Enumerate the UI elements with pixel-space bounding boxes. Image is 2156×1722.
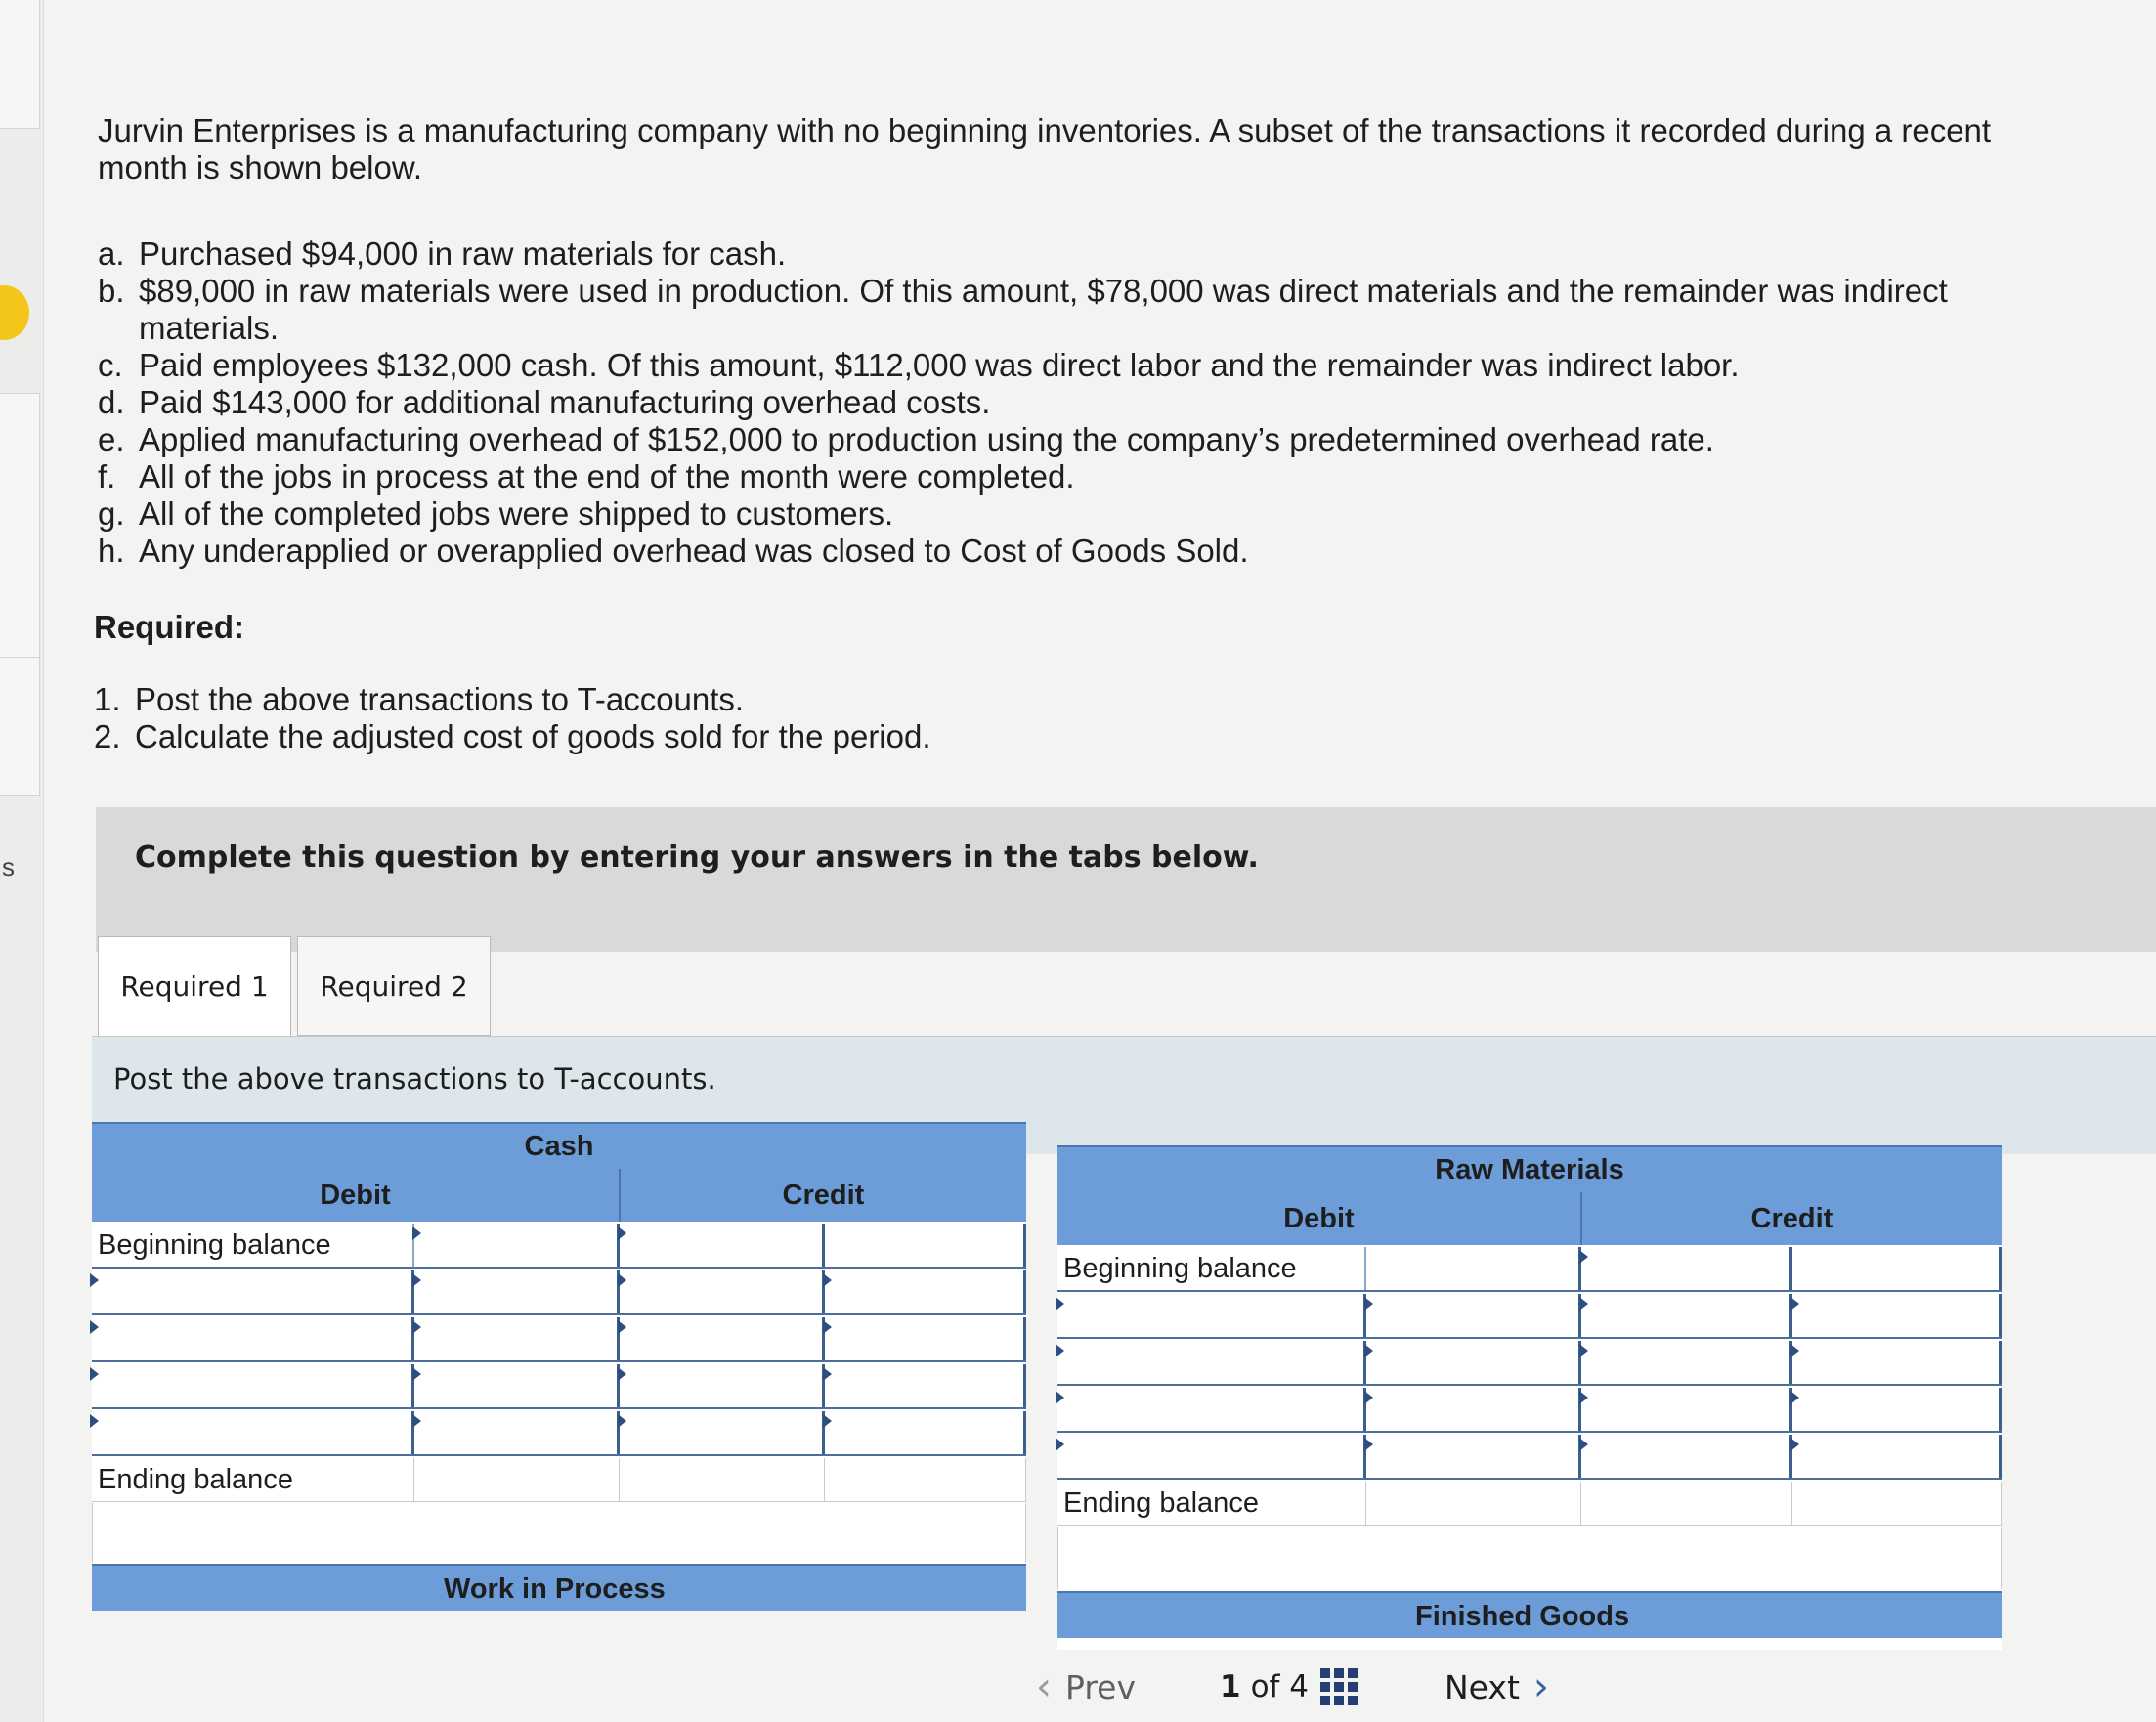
rm-ending-spacer [1792, 1482, 2002, 1525]
rm-credit-label-input[interactable] [1581, 1388, 1792, 1431]
credit-header: Credit [1750, 1202, 1833, 1234]
table-row [92, 1224, 1026, 1269]
cash-debit-input[interactable] [414, 1364, 620, 1407]
cash-debit-input[interactable] [414, 1224, 620, 1267]
item-text: $89,000 in raw materials were used in production. Of this amount, $78,000 was direct materials and the remainder was indirect materials. [139, 273, 1948, 346]
rm-debit-input[interactable] [1366, 1435, 1581, 1478]
banner-text: Complete this question by entering your answers in the tabs below. [135, 840, 1259, 875]
cell-marker-icon [618, 1367, 626, 1381]
cell-marker-icon [1579, 1391, 1588, 1404]
item-text: Calculate the adjusted cost of goods sold for the period. [135, 718, 931, 754]
cell-marker-icon [1056, 1438, 1064, 1451]
rm-credit-input[interactable] [1792, 1247, 2002, 1290]
item-text: Post the above transactions to T-accounts. [135, 681, 745, 717]
left-rail-box[interactable] [0, 0, 40, 129]
cell-marker-icon [90, 1320, 99, 1334]
cell-marker-icon [90, 1273, 99, 1287]
list-item [98, 273, 2107, 347]
beginning-balance-label: Beginning balance [92, 1224, 414, 1267]
item-letter: f. [98, 458, 116, 495]
item-letter: c. [98, 347, 123, 383]
rm-credit-input[interactable] [1792, 1294, 2002, 1337]
credit-header: Credit [782, 1179, 865, 1211]
item-text: Purchased $94,000 in raw materials for cash. [139, 236, 787, 272]
cell-marker-icon [1364, 1391, 1373, 1404]
cell-marker-icon [1579, 1438, 1588, 1451]
table-row [92, 1411, 1026, 1456]
cell-marker-icon [412, 1273, 421, 1287]
list-item [98, 533, 2107, 570]
list-item [94, 718, 2107, 755]
cash-credit-input[interactable] [825, 1317, 1026, 1360]
cell-marker-icon [1579, 1250, 1588, 1264]
rm-credit-label-input[interactable] [1581, 1294, 1792, 1337]
cell-marker-icon [1056, 1344, 1064, 1357]
cell-marker-icon [1056, 1391, 1064, 1404]
cash-blank-row [92, 1503, 1026, 1562]
rm-debit-label-input[interactable] [1057, 1294, 1366, 1337]
table-row [1057, 1435, 2002, 1480]
rm-debit-label-input[interactable] [1057, 1341, 1366, 1384]
answer-tabs [98, 936, 496, 1036]
left-rail-box[interactable] [0, 657, 40, 796]
pagination [1036, 1652, 1549, 1722]
rm-credit-input[interactable] [1792, 1388, 2002, 1431]
ending-balance-label: Ending balance [92, 1458, 414, 1501]
instructions-banner [96, 807, 2156, 952]
cash-t-account [92, 1122, 1026, 1611]
cell-marker-icon [1579, 1297, 1588, 1311]
cell-marker-icon [618, 1273, 626, 1287]
cell-marker-icon [412, 1227, 421, 1240]
list-item [98, 421, 2107, 458]
ending-balance-label: Ending balance [1057, 1482, 1366, 1525]
cash-ending-spacer [825, 1458, 1026, 1501]
item-letter: g. [98, 495, 125, 532]
item-text: Applied manufacturing overhead of $152,000 to production using the company’s predetermined overhead rate. [139, 421, 1714, 457]
cell-marker-icon [90, 1367, 99, 1381]
cash-credit-input[interactable] [825, 1224, 1026, 1267]
debit-header: Debit [92, 1169, 621, 1222]
cell-marker-icon [823, 1367, 832, 1381]
next-button[interactable] [1445, 1664, 1549, 1709]
table-row [92, 1317, 1026, 1362]
item-text: Paid $143,000 for additional manufacturing overhead costs. [139, 384, 991, 420]
work-in-process-title: Work in Process [92, 1564, 1026, 1611]
rm-debit-input[interactable] [1366, 1247, 1581, 1290]
cash-credit-label-input[interactable] [620, 1411, 825, 1454]
cell-marker-icon [90, 1414, 99, 1428]
item-text: All of the jobs in process at the end of the month were completed. [139, 458, 1075, 495]
cell-marker-icon [823, 1273, 832, 1287]
item-letter: b. [98, 273, 125, 309]
cash-credit-input[interactable] [825, 1411, 1026, 1454]
list-item [98, 347, 2107, 384]
cash-credit-input[interactable] [825, 1270, 1026, 1313]
cell-marker-icon [1364, 1438, 1373, 1451]
item-number: 2. [94, 718, 121, 754]
list-item [94, 681, 2107, 718]
required-heading: Required: [94, 609, 245, 645]
rm-ending-debit [1366, 1482, 1581, 1525]
table-row [92, 1458, 1026, 1502]
table-row [92, 1364, 1026, 1409]
list-item [98, 236, 2107, 273]
cash-debit-label-input[interactable] [92, 1317, 414, 1360]
raw-materials-t-account [1057, 1145, 2002, 1650]
table-row [1057, 1294, 2002, 1339]
beginning-balance-label: Beginning balance [1057, 1247, 1366, 1290]
finished-goods-title: Finished Goods [1057, 1591, 2002, 1638]
rm-credit-label-input[interactable] [1581, 1247, 1792, 1290]
cell-marker-icon [1790, 1438, 1799, 1451]
raw-materials-column-header [1057, 1192, 2002, 1245]
table-row [1057, 1482, 2002, 1526]
cash-ending-credit [620, 1458, 825, 1501]
cell-marker-icon [1056, 1297, 1064, 1311]
prev-button[interactable] [1036, 1656, 1202, 1718]
cash-credit-label-input[interactable] [620, 1224, 825, 1267]
rm-debit-input[interactable] [1366, 1341, 1581, 1384]
item-text: Paid employees $132,000 cash. Of this amount, $112,000 was direct labor and the remainder was indirect labor. [139, 347, 1740, 383]
cell-marker-icon [618, 1320, 626, 1334]
raw-materials-title: Raw Materials [1057, 1145, 2002, 1194]
intro-paragraph: Jurvin Enterprises is a manufacturing company with no beginning inventories. A subset of the transactions it recorded during a recent month is shown below. [98, 112, 1992, 186]
cell-marker-icon [1790, 1344, 1799, 1357]
rm-credit-input[interactable] [1792, 1341, 2002, 1384]
cash-credit-label-input[interactable] [620, 1270, 825, 1313]
chevron-right-icon: › [1532, 1664, 1549, 1709]
chevron-left-icon: ‹ [1036, 1664, 1052, 1709]
table-row [1057, 1341, 2002, 1386]
cash-debit-label-input[interactable] [92, 1364, 414, 1407]
question-content [94, 112, 2107, 755]
cell-marker-icon [1364, 1344, 1373, 1357]
tab-required-1[interactable]: Required 1 [98, 936, 291, 1037]
rm-blank-row [1057, 1527, 2002, 1589]
cash-debit-input[interactable] [414, 1411, 620, 1454]
rm-credit-label-input[interactable] [1581, 1341, 1792, 1384]
grid-icon[interactable] [1320, 1668, 1358, 1705]
cell-marker-icon [618, 1414, 626, 1428]
cell-marker-icon [618, 1227, 626, 1240]
requirement-list [94, 681, 2107, 755]
left-rail-box[interactable] [0, 393, 40, 659]
item-text: Any underapplied or overapplied overhead was closed to Cost of Goods Sold. [139, 533, 1249, 569]
list-item [98, 495, 2107, 533]
rm-debit-input[interactable] [1366, 1388, 1581, 1431]
cell-marker-icon [823, 1414, 832, 1428]
item-letter: d. [98, 384, 125, 420]
table-row [1057, 1388, 2002, 1433]
next-label: Next [1445, 1667, 1520, 1706]
item-letter: a. [98, 236, 125, 272]
left-edge-letter: s [2, 852, 15, 882]
page-total: of 4 [1250, 1669, 1310, 1704]
rm-ending-credit [1581, 1482, 1792, 1525]
cell-marker-icon [1790, 1297, 1799, 1311]
cash-debit-input[interactable] [414, 1270, 620, 1313]
item-number: 1. [94, 681, 121, 717]
instruction-text: Post the above transactions to T-accounts. [113, 1062, 716, 1096]
page-indicator [1220, 1668, 1386, 1705]
cell-marker-icon [412, 1367, 421, 1381]
cell-marker-icon [1579, 1344, 1588, 1357]
rm-debit-input[interactable] [1366, 1294, 1581, 1337]
item-letter: e. [98, 421, 125, 457]
cash-credit-label-input[interactable] [620, 1317, 825, 1360]
cash-column-header [92, 1169, 1026, 1222]
item-letter: h. [98, 533, 125, 569]
list-item [98, 458, 2107, 495]
prev-label: Prev [1065, 1667, 1136, 1706]
cell-marker-icon [1364, 1297, 1373, 1311]
item-text: All of the completed jobs were shipped to customers. [139, 495, 894, 532]
cell-marker-icon [823, 1320, 832, 1334]
current-page: 1 [1220, 1669, 1241, 1704]
cash-title: Cash [92, 1122, 1026, 1171]
cash-ending-debit [414, 1458, 620, 1501]
cash-credit-label-input[interactable] [620, 1364, 825, 1407]
rm-debit-label-input[interactable] [1057, 1435, 1366, 1478]
cash-credit-input[interactable] [825, 1364, 1026, 1407]
list-item [98, 384, 2107, 421]
transaction-list [94, 236, 2107, 570]
cell-marker-icon [412, 1320, 421, 1334]
table-row [92, 1270, 1026, 1315]
tab-required-2[interactable]: Required 2 [297, 936, 491, 1036]
debit-header: Debit [1057, 1192, 1582, 1245]
table-row [1057, 1247, 2002, 1292]
cash-debit-label-input[interactable] [92, 1270, 414, 1313]
rm-debit-label-input[interactable] [1057, 1388, 1366, 1431]
cash-debit-input[interactable] [414, 1317, 620, 1360]
rm-credit-input[interactable] [1792, 1435, 2002, 1478]
cell-marker-icon [412, 1414, 421, 1428]
cash-debit-label-input[interactable] [92, 1411, 414, 1454]
cell-marker-icon [1790, 1391, 1799, 1404]
rm-credit-label-input[interactable] [1581, 1435, 1792, 1478]
